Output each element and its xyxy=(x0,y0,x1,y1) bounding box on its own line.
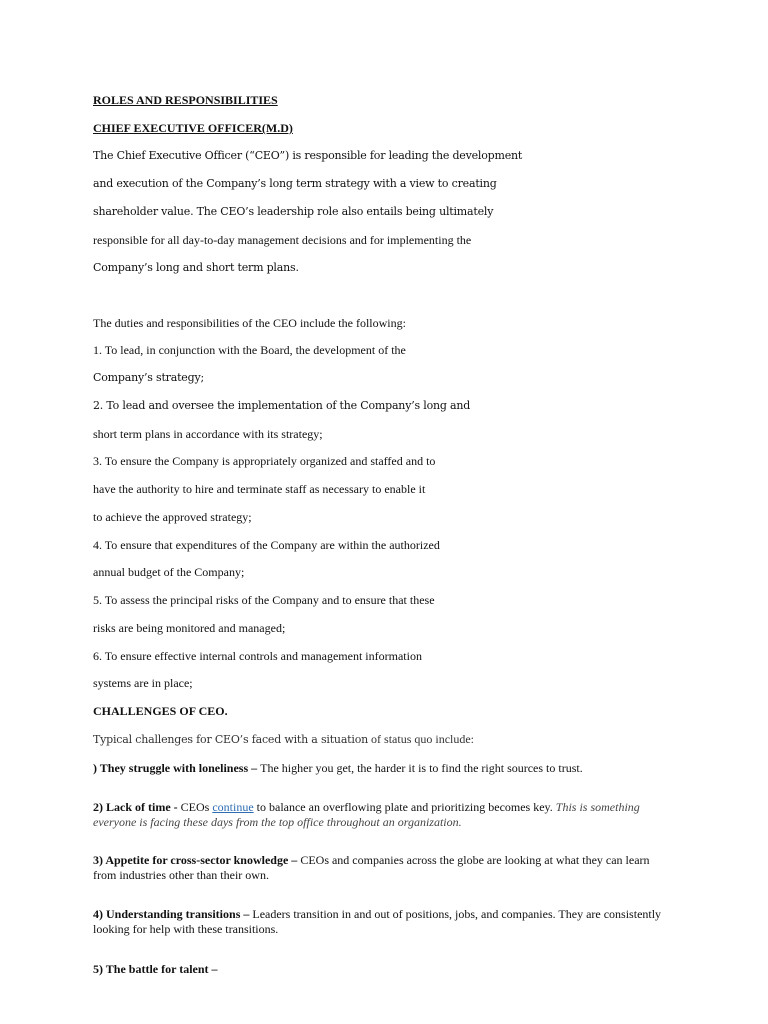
challenge-5 xyxy=(93,962,673,977)
intro-line-5: Company’s long and short term plans. xyxy=(93,261,299,274)
challenges-intro-part1: Typical challenges for CEO’s faced with a situation xyxy=(93,733,369,746)
duty-line-6: have the authority to hire and terminate staff as necessary to enable it xyxy=(93,482,426,496)
duty-line-13: systems are in place; xyxy=(93,676,193,690)
challenge-3 xyxy=(93,853,673,883)
duty-line-7: to achieve the approved strategy; xyxy=(93,510,252,524)
duty-line-4: short term plans in accordance with its strategy; xyxy=(93,427,323,441)
duty-line-12: 6. To ensure effective internal controls and management information xyxy=(93,649,422,663)
challenge-1 xyxy=(93,761,673,776)
challenge-5-title: 5) The battle for talent – xyxy=(93,962,218,976)
challenge-4 xyxy=(93,907,673,937)
ceo-heading: CHIEF EXECUTIVE OFFICER(M.D) xyxy=(93,121,293,135)
challenge-4-text: Leaders transition in and out of positions, jobs, and companies. They are consistently looking for help with these transitions. xyxy=(93,907,662,936)
challenges-intro-part2: of status quo include: xyxy=(368,732,475,746)
duties-intro: The duties and responsibilities of the CEO include the following: xyxy=(93,316,406,330)
intro-line-4: responsible for all day-to-day management decisions and for implementing the xyxy=(93,233,472,247)
challenges-heading: CHALLENGES OF CEO. xyxy=(93,704,228,718)
challenge-3-title: 3) Appetite for cross-sector knowledge – xyxy=(93,853,301,867)
challenge-2-post: to balance an overflowing plate and prioritizing becomes key. xyxy=(253,800,556,814)
duty-line-5: 3. To ensure the Company is appropriately organized and staffed and to xyxy=(93,454,436,468)
duty-line-2: Company’s strategy; xyxy=(93,371,204,384)
duty-line-3: 2. To lead and oversee the implementation of the Company’s long and xyxy=(93,399,471,412)
duty-line-8: 4. To ensure that expenditures of the Company are within the authorized xyxy=(93,538,440,552)
duty-line-1: 1. To lead, in conjunction with the Board, the development of the xyxy=(93,343,406,357)
challenge-1-text: The higher you get, the harder it is to find the right sources to trust. xyxy=(260,761,583,775)
duty-line-10: 5. To assess the principal risks of the Company and to ensure that these xyxy=(93,593,435,607)
intro-line-3: shareholder value. The CEO’s leadership role also entails being ultimately xyxy=(93,205,494,218)
challenges-intro xyxy=(93,732,474,747)
intro-line-2: and execution of the Company’s long term strategy with a view to creating xyxy=(93,177,497,190)
challenge-2-italic: This is something everyone is facing these days from the top office throughout an organization. xyxy=(93,800,640,829)
challenge-2 xyxy=(93,800,673,830)
intro-line-1: The Chief Executive Officer (“CEO”) is responsible for leading the development xyxy=(93,149,523,162)
challenge-1-title: ) They struggle with loneliness – xyxy=(93,761,261,775)
duty-line-9: annual budget of the Company; xyxy=(93,565,245,579)
continue-link[interactable]: continue xyxy=(212,800,254,814)
challenge-2-pre: CEOs xyxy=(180,800,213,814)
roles-heading: ROLES AND RESPONSIBILITIES xyxy=(93,93,278,107)
duty-line-11: risks are being monitored and managed; xyxy=(93,621,286,635)
challenge-4-title: 4) Understanding transitions – xyxy=(93,907,253,921)
challenge-3-text: CEOs and companies across the globe are looking at what they can learn from industries other than their own. xyxy=(93,853,650,882)
challenge-2-title: 2) Lack of time - xyxy=(93,800,181,814)
